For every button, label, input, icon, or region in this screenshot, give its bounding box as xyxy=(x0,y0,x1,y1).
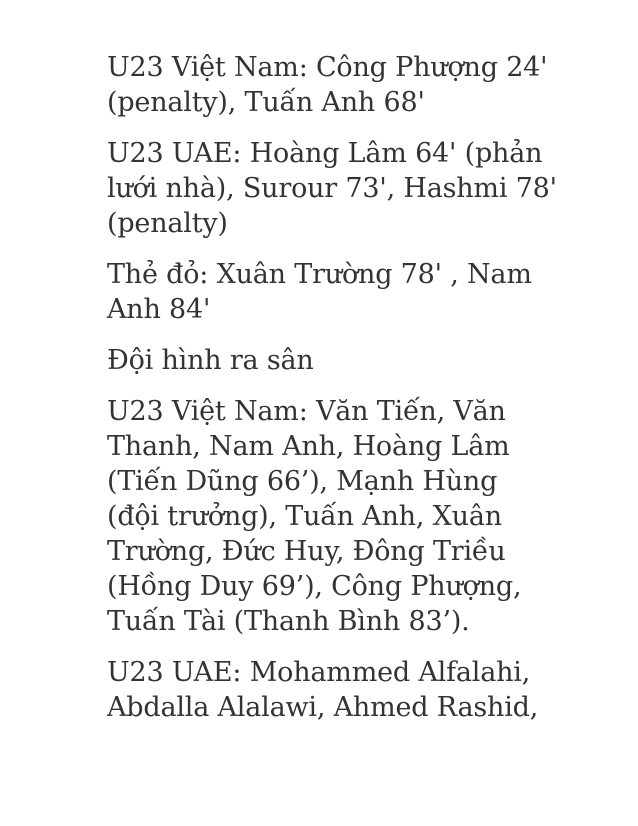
document-page xyxy=(107,50,597,741)
lineup-uae-paragraph: U23 UAE: Mohammed Alfalahi, Abdalla Alalawi, Ahmed Rashid, xyxy=(107,657,539,723)
lineup-vietnam-paragraph: U23 Việt Nam: Văn Tiến, Văn Thanh, Nam Anh, Hoàng Lâm (Tiến Dũng 66’), Mạnh Hùng (đội trưởng), Tuấn Anh, Xuân Trường, Đức Huy, Đông Triều (Hồng Duy 69’), Công Phượng, Tuấn Tài (Thanh Bình 83’). xyxy=(107,396,522,637)
red-cards-paragraph: Thẻ đỏ: Xuân Trường 78' , Nam Anh 84' xyxy=(107,259,532,325)
lineup-heading: Đội hình ra sân xyxy=(107,345,314,376)
goals-uae-paragraph: U23 UAE: Hoàng Lâm 64' (phản lưới nhà), Surour 73', Hashmi 78' (penalty) xyxy=(107,138,557,239)
goals-vietnam-paragraph: U23 Việt Nam: Công Phượng 24' (penalty), Tuấn Anh 68' xyxy=(107,52,548,118)
